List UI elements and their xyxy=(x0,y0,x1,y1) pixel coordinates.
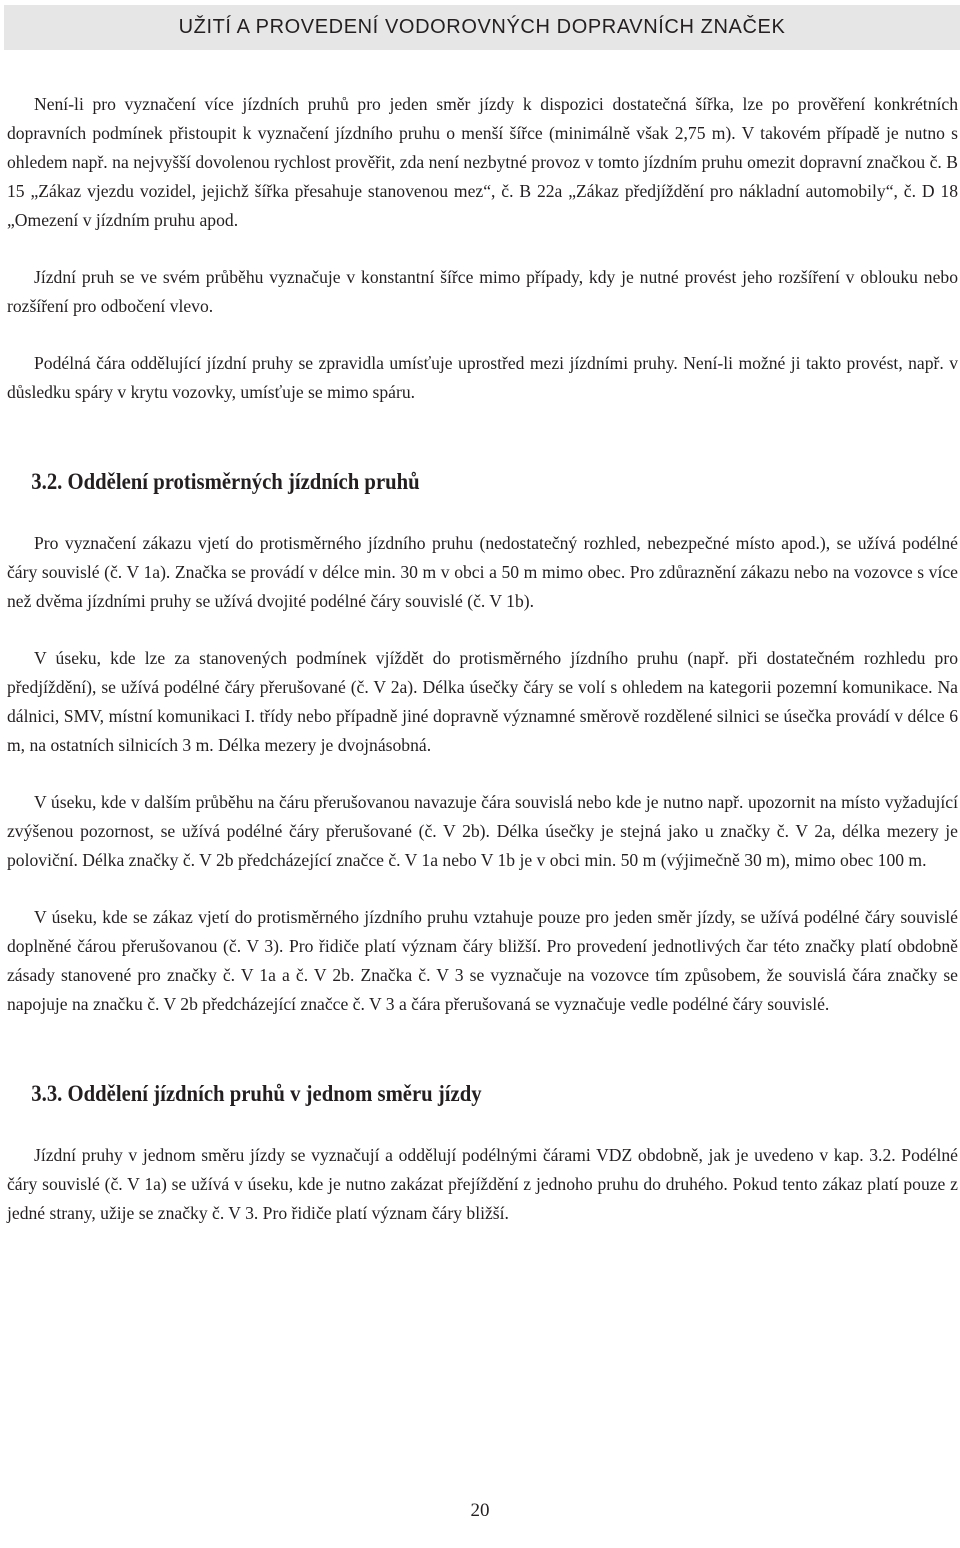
paragraph-constant-width: Jízdní pruh se ve svém průběhu vyznačuje v konstantní šířce mimo případy, kdy je nutné provést jeho rozšíření v oblouku nebo rozšíření pro odbočení vlevo. xyxy=(7,267,958,316)
paragraph-line-placement: Podélná čára oddělující jízdní pruhy se zpravidla umísťuje uprostřed mezi jízdními pruhy. Není-li možné ji takto provést, např. v důsledku spáry v krytu vozovky, umísťuje se mimo spáru. xyxy=(7,353,958,402)
paragraph-dashed-line: V úseku, kde lze za stanovených podmínek vjíždět do protisměrného jízdního pruhu (např. při dostatečném rozhledu pro předjíždění), se užívá podélné čáry přerušované (č. V 2a). Délka úsečky čáry se volí s ohledem na kategorii pozemní komunikace. Na dálnici, SMV, místní komunikaci I. třídy nebo případně jiné dopravně významné směrově rozdělené silnici se úsečka provádí v délce 6 m, na ostatních silnicích 3 m. Délka mezery je dvojnásobná. xyxy=(7,648,958,755)
paragraph-warning-line: V úseku, kde v dalším průběhu na čáru přerušovanou navazuje čára souvislá nebo kde je nutno např. upozornit na místo vyžadující zvýšenou pozornost, se užívá podélné čáry přerušované (č. V 2b). Délka úsečky je stejná jako u značky č. V 2a, délka mezery je poloviční. Délka značky č. V 2b předcházející značce č. V 1a nebo V 1b je v obci min. 50 m (výjimečně 30 m), mimo obec 100 m. xyxy=(7,792,958,870)
section-heading-3-2: 3.2. Oddělení protisměrných jízdních pruhů xyxy=(31,469,420,494)
paragraph-narrower-lane: Není-li pro vyznačení více jízdních pruhů pro jeden směr jízdy k dispozici dostatečná šířka, lze po prověření konkrétních dopravních podmínek přistoupit k vyznačení jízdního pruhu o menší šířce (minimálně však 2,75 m). V takovém případě je nutno s ohledem např. na nejvyšší dovolenou rychlost prověřit, zda není nezbytné provoz v tomto jízdním pruhu omezit dopravní značkou č. B 15 „Zákaz vjezdu vozidel, jejichž šířka přesahuje stanovenou mez“, č. B 22a „Zákaz předjíždění pro nákladní automobily“, č. D 18 „Omezení v jízdním pruhu apod. xyxy=(7,94,958,230)
paragraph-solid-line: Pro vyznačení zákazu vjetí do protisměrného jízdního pruhu (nedostatečný rozhled, nebezpečné místo apod.), se užívá podélné čáry souvislé (č. V 1a). Značka se provádí v délce min. 30 m v obci a 50 m mimo obec. Pro zdůraznění zákazu nebo na vozovce s více než dvěma jízdními pruhy se užívá dvojité podélné čáry souvislé (č. V 1b). xyxy=(7,533,958,611)
page-number: 20 xyxy=(470,1500,490,1521)
page-content xyxy=(7,90,958,1228)
paragraph-same-direction-lanes: Jízdní pruhy v jednom směru jízdy se vyznačují a oddělují podélnými čárami VDZ obdobně, jak je uvedeno v kap. 3.2. Podélné čáry souvislé (č. V 1a) se užívá v úseku, kde je nutno zakázat přejíždění z jednoho pruhu do druhého. Pokud tento zákaz platí pouze z jedné strany, užije se značky č. V 3. Pro řidiče platí význam čáry bližší. xyxy=(7,1145,958,1223)
running-header xyxy=(4,5,960,50)
running-header-title: UŽITÍ A PROVEDENÍ VODOROVNÝCH DOPRAVNÍCH ZNAČEK xyxy=(178,16,786,38)
paragraph-combined-line: V úseku, kde se zákaz vjetí do protisměrného jízdního pruhu vztahuje pouze pro jeden směr jízdy, se užívá podélné čáry souvislé doplněné čárou přerušovanou (č. V 3). Pro řidiče platí význam čáry bližší. Pro provedení jednotlivých čar této značky platí obdobně zásady stanovené pro značky č. V 1a a č. V 2b. Značka č. V 3 se vyznačuje na vozovce tím způsobem, že souvislá čára značky se napojuje na značku č. V 2b předcházející značce č. V 3 a čára přerušovaná se vyznačuje vedle podélné čáry souvislé. xyxy=(7,907,958,1014)
section-heading-3-3: 3.3. Oddělení jízdních pruhů v jednom směru jízdy xyxy=(31,1081,482,1106)
